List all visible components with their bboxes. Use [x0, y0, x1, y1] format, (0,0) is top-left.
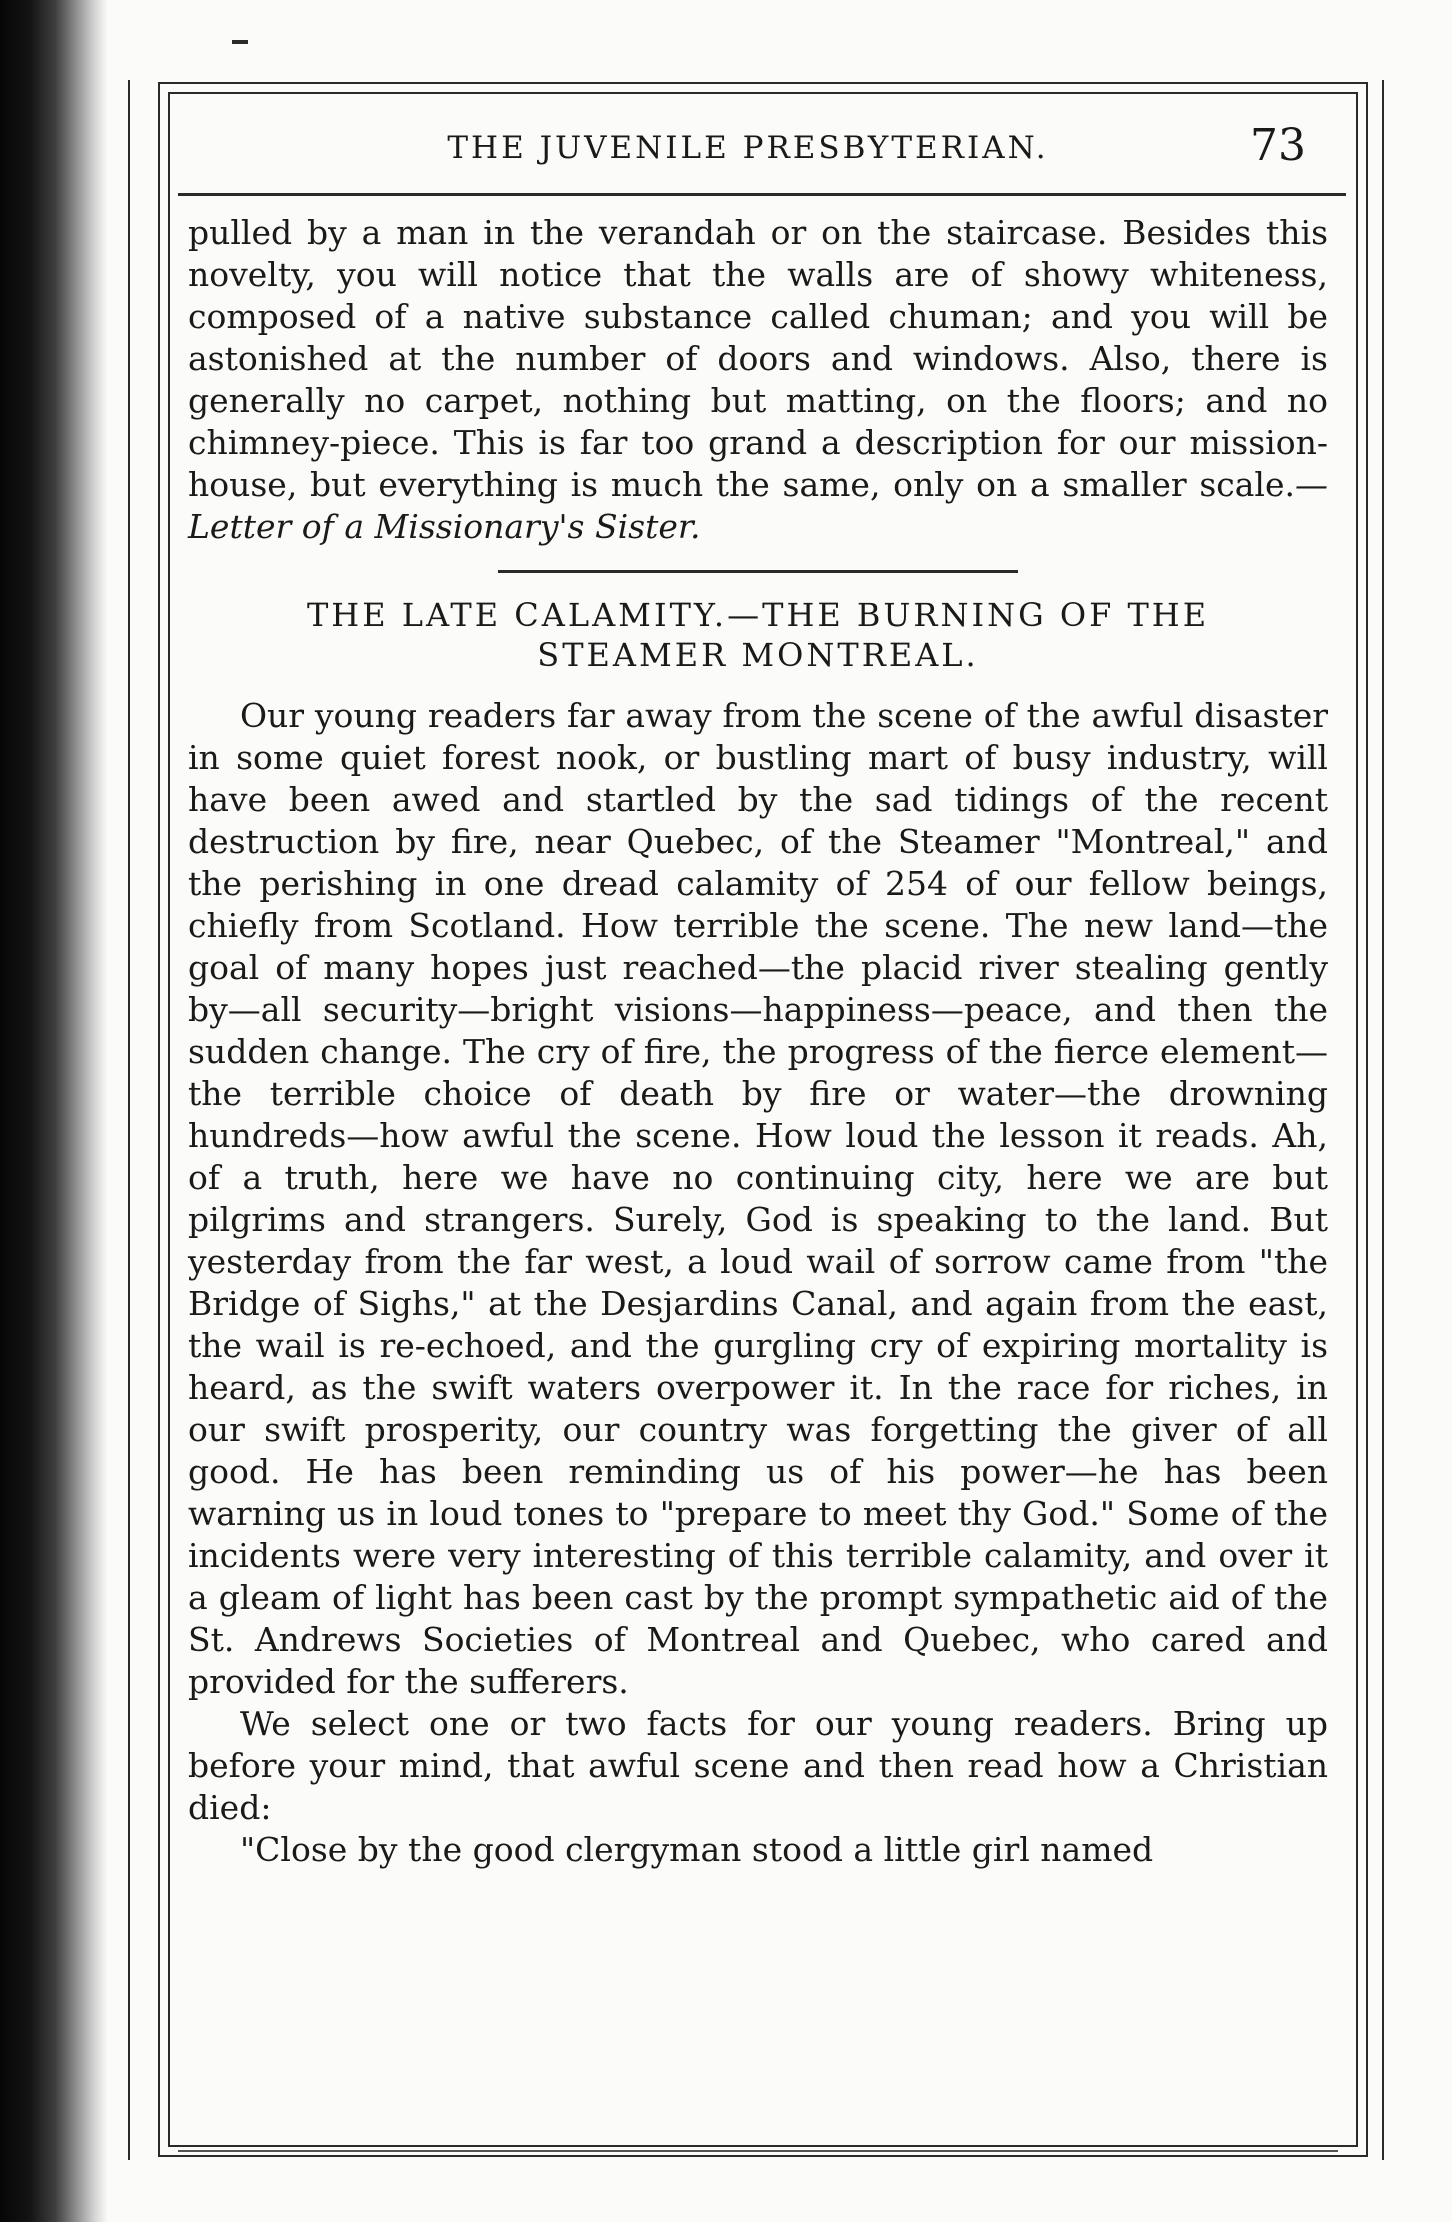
- book-spine-shadow: [0, 0, 108, 2222]
- article-paragraph-2: We select one or two facts for our young readers. Bring up before your mind, that awful scene and then read how a Christian died:: [188, 1704, 1328, 1827]
- section-separator: [498, 570, 1018, 573]
- page-header: [178, 120, 1346, 196]
- continued-paragraph: [188, 212, 1328, 548]
- letter-signature: —Letter of a Missionary's Sister.: [188, 465, 1328, 546]
- article-paragraph-3: "Close by the good clergyman stood a little girl named: [240, 1830, 1154, 1869]
- page-number: 73: [1250, 120, 1306, 171]
- margin-rule-right: [1382, 80, 1384, 2160]
- continued-body: pulled by a man in the verandah or on the staircase. Besides this novelty, you will notice that the walls are of showy whiteness, composed of a native substance called chuman; and you will be astonished at the number of doors and windows. Also, there is generally no carpet, nothing but matting, on the floors; and no chimney-piece. This is far too grand a description for our mission-house, but everything is much the same, only on a smaller scale.: [188, 213, 1328, 504]
- article-heading-line-2: STEAMER MONTREAL.: [537, 636, 979, 674]
- article-heading-line-1: THE LATE CALAMITY.—THE BURNING OF THE: [306, 596, 1210, 634]
- article-paragraph-1: Our young readers far away from the scene of the awful disaster in some quiet forest nook, or bustling mart of busy industry, will have been awed and startled by the sad tidings of the recent destruction by fire, near Quebec, of the Steamer "Montreal," and the perishing in one dread calamity of 254 of our fellow beings, chiefly from Scotland. How terrible the scene. The new land—the goal of many hopes just reached—the placid river stealing gently by—all security—bright visions—happiness—peace, and then the sudden change. The cry of fire, the progress of the fierce element—the terrible choice of death by fire or water—the drowning hundreds—how awful the scene. How loud the lesson it reads. Ah, of a truth, here we have no continuing city, here we are but pilgrims and strangers. Surely, God is speaking to the land. But yesterday from the far west, a loud wail of sorrow came from "the Bridge of Sighs," at the Desjardins Canal, and again from the east, the wail is re-echoed, and the gurgling cry of expiring mortality is heard, as the swift waters overpower it. In the race for riches, in our swift prosperity, our country was forgetting the giver of all good. He has been reminding us of his power—he has been warning us in loud tones to "prepare to meet thy God." Some of the incidents were very interesting of this terrible calamity, and over it a gleam of light has been cast by the prompt sympathetic aid of the St. Andrews Societies of Montreal and Quebec, who cared and provided for the sufferers.: [188, 696, 1328, 1701]
- running-title: THE JUVENILE PRESBYTERIAN.: [447, 130, 1049, 166]
- top-mark: [232, 40, 248, 44]
- article-heading: [188, 595, 1328, 675]
- margin-rule-left: [128, 80, 130, 2160]
- text-column: [188, 212, 1328, 1871]
- bottom-rule: [178, 2150, 1338, 2152]
